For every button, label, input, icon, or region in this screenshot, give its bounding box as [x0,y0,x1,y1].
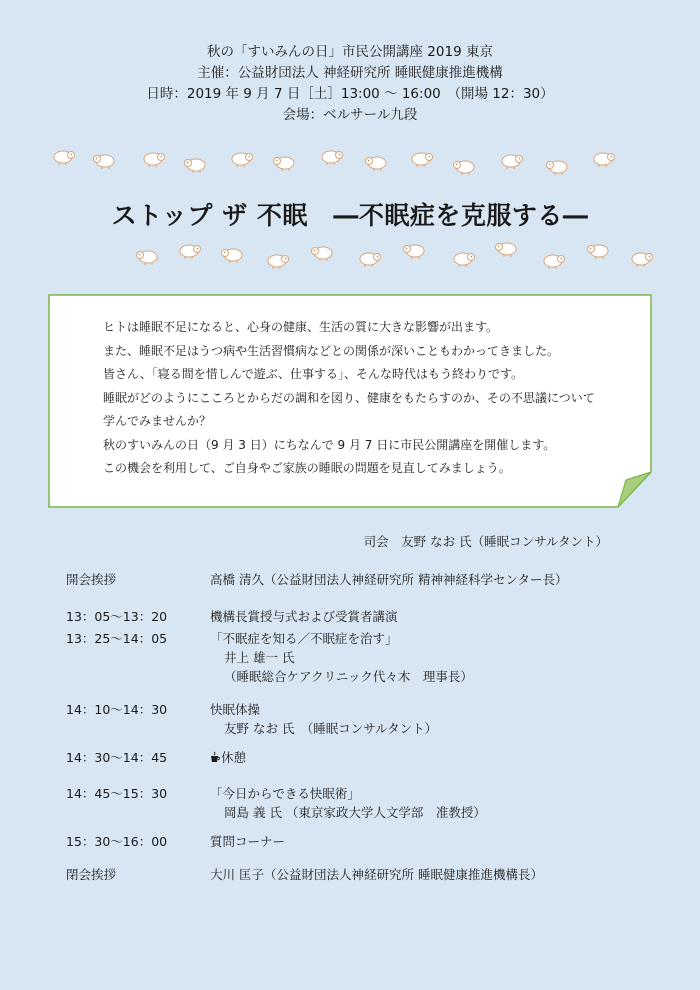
sheep-icon [272,154,298,172]
lecture-title: ストップ ザ 不眠 ―不眠症を克服する― [111,201,589,230]
program-content [210,607,398,626]
sheep-icon [408,150,434,168]
sheep-icon [228,150,254,168]
program-content [210,748,246,767]
program-line: 高橋 清久（公益財団法人神経研究所 精神神経科学センター長） [210,572,568,587]
intro-note-box [48,294,652,508]
speaker-name: 友野 なお 氏 （睡眠コンサルタント） [224,721,438,736]
program-content [210,865,543,884]
program-time: 13：25～14：05 [66,631,168,646]
program-line: 質問コーナー [210,834,286,849]
program-time: 14：45～15：30 [66,786,168,801]
tea-cup-icon [210,751,221,763]
sheep-icon [402,242,428,260]
program-content [210,832,285,851]
intro-line: 学んでみませんか？ [103,414,212,428]
program-time: 14：10～14：30 [66,702,168,717]
program-line [210,748,246,767]
sheep-icon [220,246,246,264]
break-label: 休憩 [221,750,247,765]
organizer: 主催：公益財団法人 神経研究所 睡眠健康推進機構 [197,65,503,81]
event-datetime: 日時：2019 年 9 月 7 日［土］13:00 ～ 16:00 （開場 12：30） [146,86,554,102]
speaker-name: 岡島 義 氏 （東京家政大学人文学部 准教授） [224,805,486,820]
sheep-icon [364,154,390,172]
program-line: 「不眠症を知る／不眠症を治す」 [210,631,398,646]
program-line: 「今日からできる快眠術」 [210,786,360,801]
sheep-icon [628,250,654,268]
sheep-icon [135,248,161,266]
sheep-icon [318,148,344,166]
sheep-icon [264,252,290,270]
program-time: 開会挨拶 [66,572,117,587]
program-content [210,784,486,822]
intro-line: ヒトは睡眠不足になると、心身の健康、生活の質に大きな影響が出ます。 [103,320,499,334]
sheep-icon [545,158,571,176]
sheep-icon [590,150,616,168]
sheep-decoration-top [0,148,700,188]
master-of-ceremonies: 司会 友野 なお 氏（睡眠コンサルタント） [363,534,608,549]
sheep-icon [494,240,520,258]
program-time: 14：30～14：45 [66,750,168,765]
program-line: 快眠体操 [210,702,261,717]
sheep-icon [140,150,166,168]
sheep-icon [452,158,478,176]
sheep-icon [183,156,209,174]
intro-line: 秋のすいみんの日（9 月 3 日）にちなんで 9 月 7 日に市民公開講座を開催します。 [103,437,556,452]
speaker-name: 井上 雄一 氏 [224,650,295,665]
program-time: 閉会挨拶 [66,867,117,882]
sheep-icon [450,250,476,268]
program-content [210,700,437,738]
intro-text [103,316,633,481]
sheep-decoration-bottom [0,238,700,278]
intro-line: 睡眠がどのようにこころとからだの調和を図り、健康をもたらすのか、その不思議について [103,390,595,405]
sheep-icon [92,152,118,170]
speaker-affiliation: （睡眠総合ケアクリニック代々木 理事長） [224,669,473,684]
sheep-icon [586,242,612,260]
intro-line: この機会を利用して、ご自身やご家族の睡眠の問題を見直してみましょう。 [103,461,511,475]
sheep-icon [176,242,202,260]
intro-line: 皆さん、「寝る間を惜しんで遊ぶ、仕事する」、そんな時代はもう終わりです。 [103,367,524,381]
event-series-title: 秋の「すいみんの日」市民公開講座 2019 東京 [207,44,493,60]
program-content [210,629,473,686]
sheep-icon [310,244,336,262]
intro-line: また、睡眠不足はうつ病や生活習慣病などとの関係が深いこともわかってきました。 [103,343,560,358]
sheep-icon [540,252,566,270]
program-content [210,570,567,589]
event-header [0,42,700,126]
sheep-icon [498,152,524,170]
program-line: 機構長賞授与式および受賞者講演 [210,609,398,624]
program-time: 15：30～16：00 [66,834,168,849]
program-line: 大川 匡子（公益財団法人神経研究所 睡眠健康推進機構長） [210,867,543,882]
program-time: 13：05～13：20 [66,609,168,624]
sheep-icon [50,148,76,166]
event-venue: 会場：ベルサール九段 [282,107,418,123]
sheep-icon [356,250,382,268]
